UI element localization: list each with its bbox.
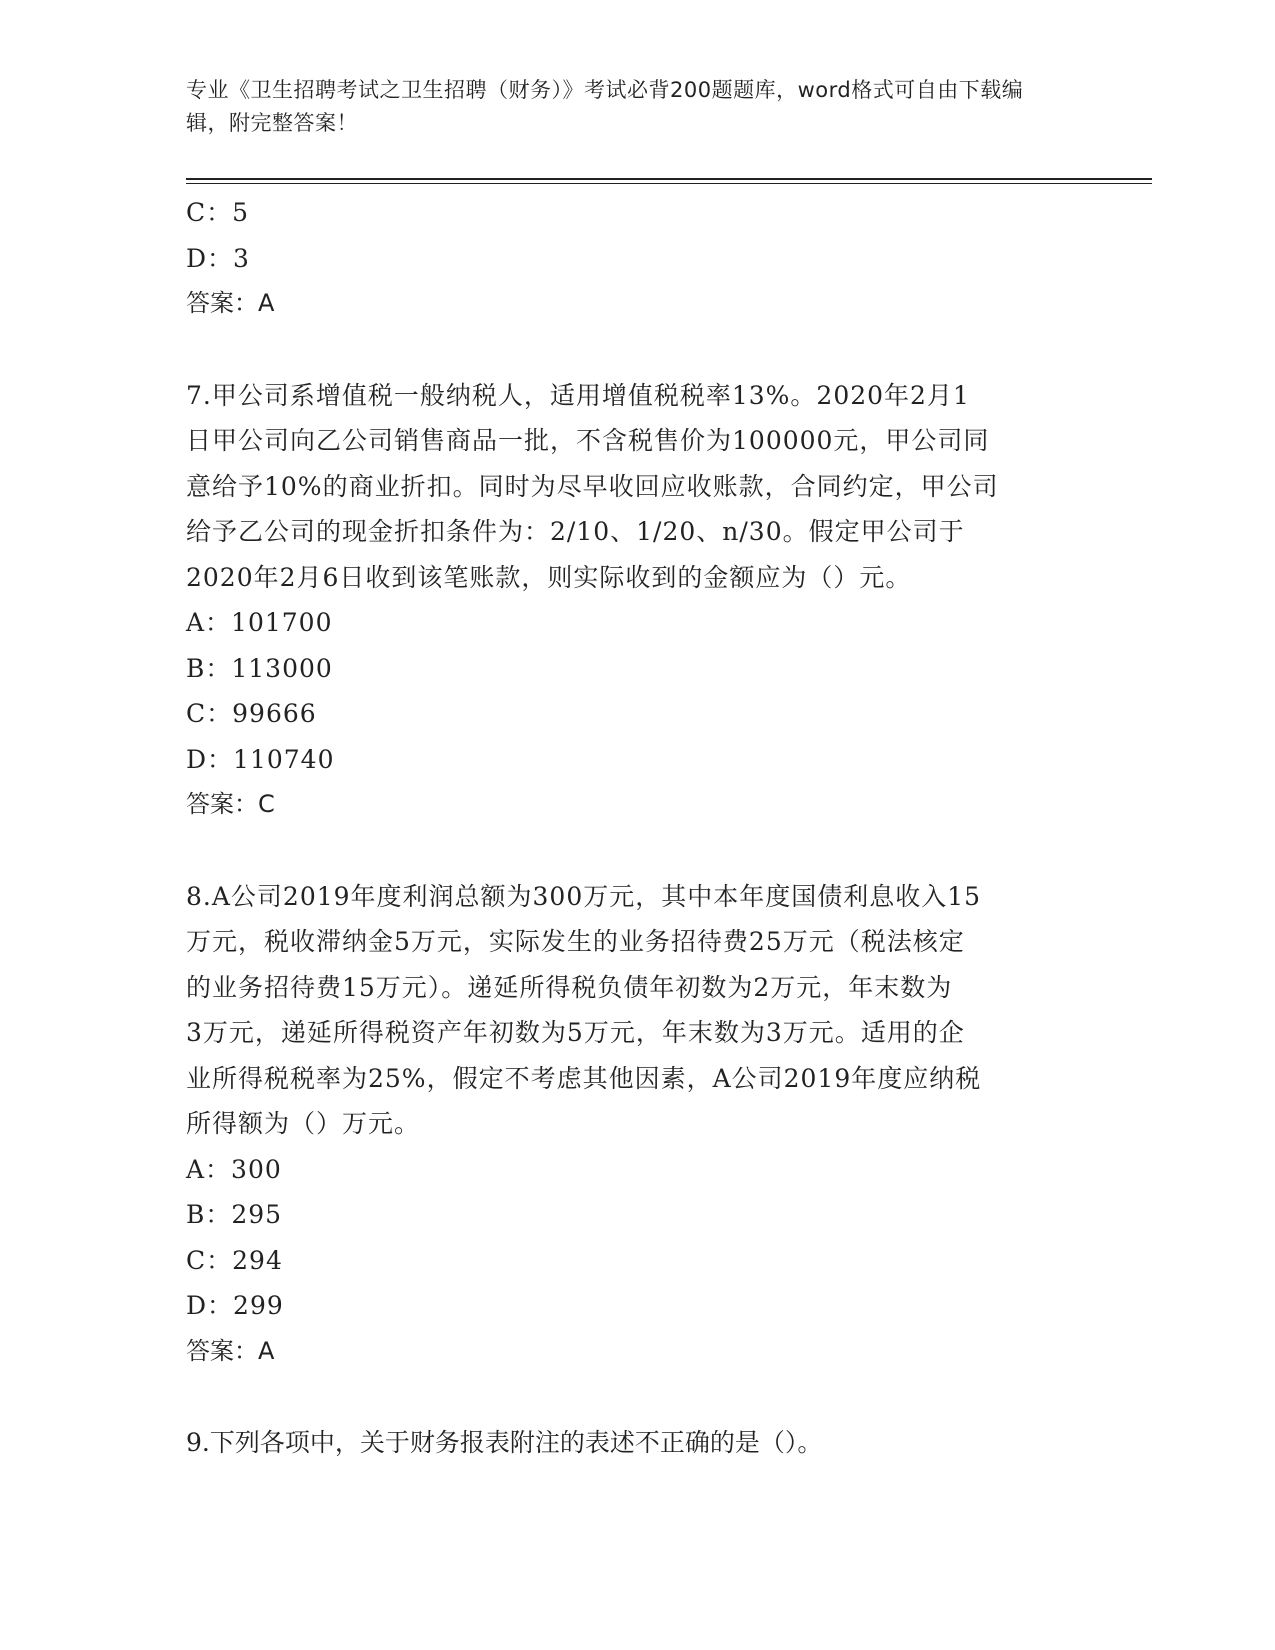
option-b: B：113000 [186,653,333,683]
stem-line: 7.甲公司系增值税一般纳税人，适用增值税税率13%。2020年2月1 [186,380,970,410]
option-d: D：110740 [186,744,335,774]
option-a: A：101700 [186,608,333,637]
answer-line: 答案：A [186,1336,275,1365]
option-d: D：3 [186,243,250,273]
question-stem [186,373,1066,601]
spacer [186,1374,1076,1420]
spacer [186,327,1076,373]
stem-line: 8.A公司2019年度利润总额为300万元，其中本年度国债利息收入15 [186,881,982,911]
stem-line: 意给予10%的商业折扣。同时为尽早收回应收账款，合同约定，甲公司 [186,471,999,501]
option-d: D：299 [186,1291,284,1320]
question-6-tail [186,190,1076,327]
question-7 [186,373,1076,828]
stem-line: 业所得税税率为25%，假定不考虑其他因素，A公司2019年度应纳税 [186,1063,982,1093]
page-header: 专业《卫生招聘考试之卫生招聘（财务）》考试必背200题题库，word格式可自由下载编辑，附完整答案！ [186,78,1024,135]
spacer [186,828,1076,874]
stem-line: 所得额为（）万元。 [186,1109,421,1138]
answer-line: 答案：A [186,289,275,317]
stem-line: 的业务招待费15万元）。递延所得税负债年初数为2万元，年末数为 [186,972,953,1002]
stem-line: 日甲公司向乙公司销售商品一批，不含税售价为100000元，甲公司同 [186,426,990,455]
question-list [186,190,1076,1466]
option-a: A：300 [186,1154,282,1184]
stem-line: 2020年2月6日收到该笔账款，则实际收到的金额应为（）元。 [186,562,912,592]
header-divider-thick [186,178,1152,180]
option-c: C：294 [186,1245,283,1275]
question-8 [186,874,1076,1375]
stem-line: 3万元，递延所得税资产年初数为5万元，年末数为3万元。适用的企 [186,1018,965,1047]
option-b: B：295 [186,1200,283,1229]
header-divider-thin [186,183,1152,184]
question-9 [186,1420,1076,1466]
stem-line: 万元，税收滞纳金5万元，实际发生的业务招待费25万元（税法核定 [186,927,965,956]
stem-line: 给予乙公司的现金折扣条件为：2/10、1/20、n/30。假定甲公司于 [186,517,965,546]
option-c: C：5 [186,198,250,227]
answer-line: 答案：C [186,790,275,818]
question-stem: 9.下列各项中，关于财务报表附注的表述不正确的是（）。 [186,1428,823,1457]
option-c: C：99666 [186,699,317,728]
question-stem [186,874,1066,1147]
